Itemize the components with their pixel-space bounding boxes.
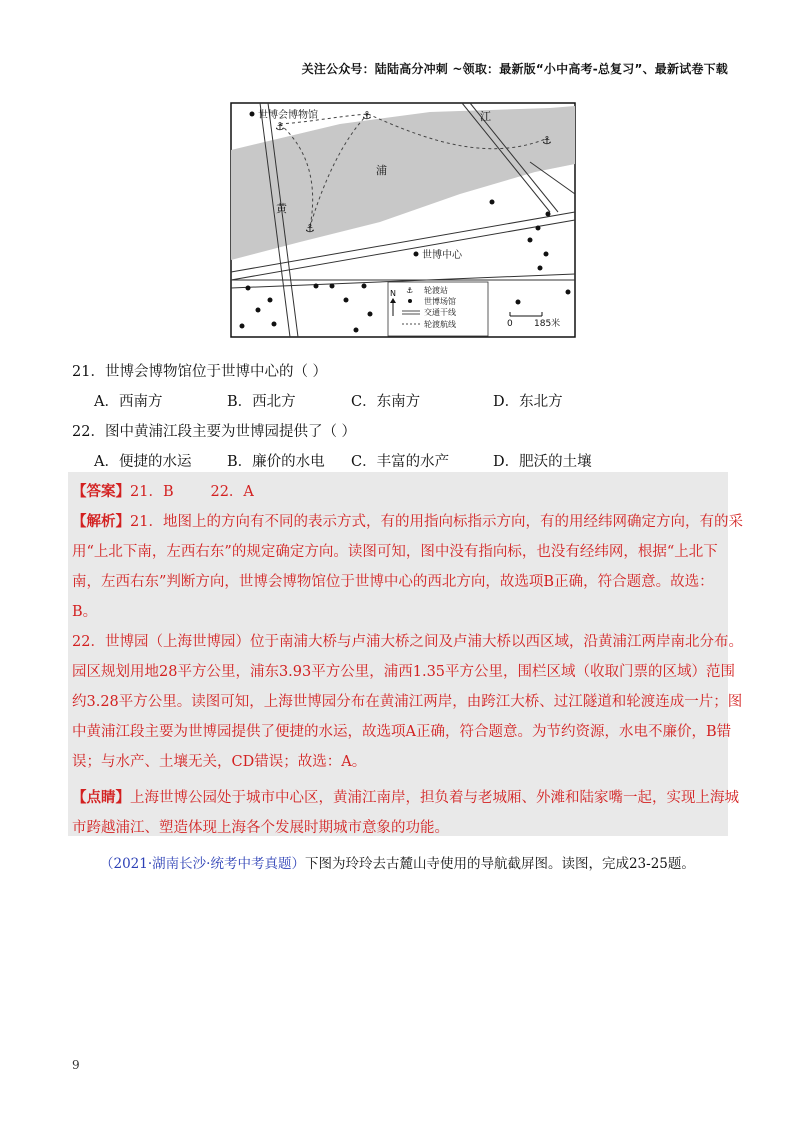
question-21-option-c[interactable]: C．东南方 (351, 394, 421, 410)
analysis-line-4: B。 (72, 604, 98, 620)
point-line-1: 【点睛】上海世博公园处于城市中心区，黄浦江南岸，担负着与老城厢、外滩和陆家嘴一起，实现上海城 (72, 789, 739, 806)
analysis-line-1: 【解析】21．地图上的方向有不同的表示方式，有的用指向标指示方向，有的用经纬网确定方向，有的采 (72, 513, 743, 530)
analysis-line-6: 园区规划用地28平方公里，浦东3.93平方公里，浦西1.35平方公里，围栏区域（收取门票的区域）范围 (72, 664, 736, 680)
analysis-line-5: 22．世博园（上海世博园）位于南浦大桥与卢浦大桥之间及卢浦大桥以西区域，沿黄浦江两岸南北分布。 (72, 634, 743, 650)
question-21-option-a[interactable]: A．西南方 (94, 394, 163, 410)
question-21-stem: 21．世博会博物馆位于世博中心的（ ） (72, 364, 328, 380)
analysis-line-7: 约3.28平方公里。读图可知，上海世博园分布在黄浦江两岸，由跨江大桥、过江隧道和轮渡连成一片；图 (72, 694, 743, 710)
question-22-option-d[interactable]: D．肥沃的土壤 (493, 454, 592, 470)
label-expo-center: 世博中心 (422, 250, 462, 261)
question-22-option-c[interactable]: C．丰富的水产 (351, 454, 450, 470)
label-jiang: 江 (480, 110, 491, 123)
ferry-anchor-icon: ⚓ (305, 222, 315, 235)
legend-ferry-station: 轮渡站 (424, 286, 448, 295)
expo-map (230, 102, 576, 338)
analysis-line-9: 误；与水产、土壤无关，CD错误；故选：A。 (72, 754, 367, 770)
legend-venue-icon (408, 299, 412, 303)
question-22-option-a[interactable]: A．便捷的水运 (94, 454, 192, 470)
answer-line (72, 480, 254, 501)
question-21-option-d[interactable]: D．东北方 (493, 394, 563, 410)
source-text: 下图为玲玲去古麓山寺使用的导航截屏图。读图，完成23-25题。 (304, 856, 695, 872)
expo-map-figure (230, 102, 576, 338)
ferry-anchor-icon: ⚓ (275, 120, 285, 133)
ferry-anchor-icon: ⚓ (362, 109, 372, 122)
svg-text:185米: 185米 (534, 319, 561, 329)
question-21-option-b[interactable]: B．西北方 (227, 394, 296, 410)
label-huang: 黄 (276, 202, 287, 215)
answer-tag: 【答案】 (72, 483, 130, 500)
svg-text:0: 0 (507, 319, 513, 329)
point-line-2: 市跨越浦江、塑造体现上海各个发展时期城市意象的功能。 (72, 820, 449, 836)
question-22-stem: 22．图中黄浦江段主要为世博园提供了（ ） (72, 424, 357, 440)
label-pu: 浦 (376, 164, 387, 177)
page-number: 9 (72, 1058, 80, 1072)
ferry-anchor-icon: ⚓ (542, 134, 552, 147)
source-tag: （2021·湖南长沙·统考中考真题） (100, 856, 305, 872)
next-question-source (100, 852, 695, 872)
legend-main-road: 交通干线 (424, 308, 456, 317)
label-expo-museum: 世博会博物馆 (258, 110, 318, 121)
answer-text: 21．B 22．A (130, 484, 254, 500)
analysis-tag: 【解析】 (72, 513, 130, 530)
map-legend (388, 282, 488, 336)
legend-anchor-icon: ⚓ (406, 286, 414, 295)
page-header: 关注公众号：陆陆高分冲刺 ~领取：最新版“小中高考-总复习”、最新试卷下载 (301, 62, 728, 76)
point-tag: 【点睛】 (72, 789, 130, 806)
analysis-line-2: 用“上北下南，左西右东”的规定确定方向。读图可知，图中没有指向标，也没有经纬网，根据“上北下 (72, 544, 718, 560)
analysis-line-3: 南，左西右东”判断方向，世博会博物馆位于世博中心的西北方向，故选项B正确，符合题意。故选： (72, 574, 714, 590)
north-label: N (390, 289, 396, 298)
question-22-option-b[interactable]: B．廉价的水电 (227, 454, 325, 470)
legend-venue: 世博场馆 (424, 297, 456, 306)
legend-ferry-route: 轮渡航线 (424, 320, 456, 329)
analysis-line-8: 中黄浦江段主要为世博园提供了便捷的水运，故选项A正确，符合题意。为节约资源，水电不廉价，B错 (72, 724, 732, 740)
